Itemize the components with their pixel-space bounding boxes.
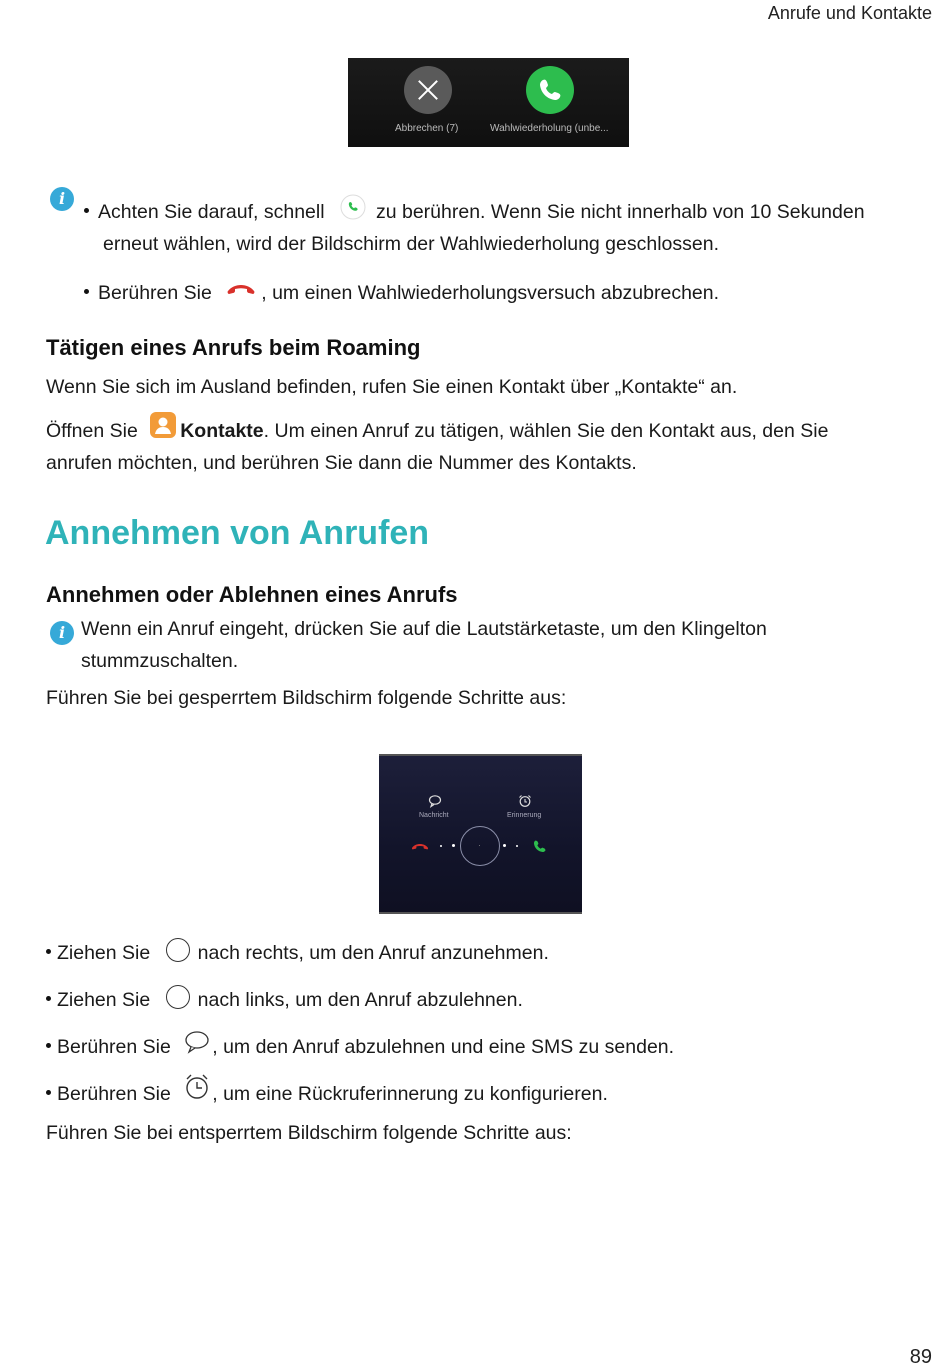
cancel-icon <box>404 66 452 114</box>
step-text: Ziehen Sie <box>57 942 151 964</box>
center-dot <box>479 845 480 846</box>
note-text: zu berühren. Wenn Sie nicht innerhalb von 10 Sekunden <box>375 201 865 223</box>
note-text: Berühren Sie <box>98 282 212 304</box>
decline-icon <box>409 841 431 853</box>
accept-icon <box>531 838 548 855</box>
bullet <box>84 289 89 294</box>
message-icon <box>184 1030 210 1054</box>
contacts-app-name: Kontakte <box>180 420 264 442</box>
slide-circle-icon <box>166 938 190 962</box>
step-text: nach links, um den Anruf abzulehnen. <box>197 989 523 1011</box>
unlocked-intro: Führen Sie bei entsperrtem Bildschirm folgende Schritte aus: <box>46 1122 572 1144</box>
roaming-instructions <box>46 415 828 447</box>
note-text: Achten Sie darauf, schnell <box>98 201 325 223</box>
roaming-heading: Tätigen eines Anrufs beim Roaming <box>46 335 421 360</box>
info-icon: i <box>50 621 74 645</box>
step-text: Ziehen Sie <box>57 989 151 1011</box>
instruction-text: . Um einen Anruf zu tätigen, wählen Sie den Kontakt aus, den Sie <box>263 420 829 442</box>
reminder-label: Erinnerung <box>507 812 542 819</box>
answer-heading: Annehmen oder Ablehnen eines Anrufs <box>46 582 458 607</box>
redial-note-1-line2: erneut wählen, wird der Bildschirm der Wahlwiederholung geschlossen. <box>103 233 720 255</box>
phone-icon <box>526 66 574 114</box>
bullet <box>46 1043 51 1048</box>
step-text: nach rechts, um den Anruf anzunehmen. <box>197 942 549 964</box>
incoming-call-screenshot <box>379 754 582 914</box>
redial-screenshot <box>348 58 629 147</box>
slide-dot <box>516 845 518 847</box>
alarm-icon <box>184 1073 210 1101</box>
running-header: Anrufe und Kontakte <box>767 3 932 23</box>
info-icon: i <box>50 187 74 211</box>
step-decline <box>46 984 523 1016</box>
step-text: , um eine Rückruferinnerung zu konfigurieren. <box>212 1083 608 1105</box>
roaming-instructions-line2: anrufen möchten, und berühren Sie dann die Nummer des Kontakts. <box>46 452 637 474</box>
redial-note-1 <box>84 196 865 228</box>
slide-dot <box>503 844 506 847</box>
tip-line-2: stummzuschalten. <box>81 650 239 672</box>
slide-dot <box>440 845 442 847</box>
step-text: Berühren Sie <box>57 1083 171 1105</box>
locked-intro: Führen Sie bei gesperrtem Bildschirm folgende Schritte aus: <box>46 687 567 709</box>
message-label: Nachricht <box>419 812 449 819</box>
bullet <box>46 1090 51 1095</box>
slide-circle-icon <box>166 985 190 1009</box>
step-text: , um den Anruf abzulehnen und eine SMS zu senden. <box>212 1036 675 1058</box>
step-answer <box>46 937 549 969</box>
note-text: , um einen Wahlwiederholungsversuch abzubrechen. <box>261 282 720 304</box>
redial-phone-icon <box>340 194 366 220</box>
roaming-paragraph: Wenn Sie sich im Ausland befinden, rufen Sie einen Kontakt über „Kontakte“ an. <box>46 376 738 398</box>
cancel-label: Abbrechen (7) <box>395 123 459 134</box>
instruction-text: Öffnen Sie <box>46 420 138 442</box>
redial-label: Wahlwiederholung (unbe... <box>490 123 609 134</box>
step-sms <box>46 1031 674 1063</box>
bullet <box>84 208 89 213</box>
message-icon <box>428 794 442 808</box>
page-number: 89 <box>909 1346 932 1368</box>
slide-dot <box>452 844 455 847</box>
section-title: Annehmen von Anrufen <box>45 514 430 552</box>
bullet <box>46 949 51 954</box>
alarm-icon <box>518 794 532 808</box>
redial-note-2 <box>84 277 719 309</box>
step-text: Berühren Sie <box>57 1036 171 1058</box>
step-reminder <box>46 1078 608 1110</box>
end-call-icon <box>225 278 257 298</box>
tip-line-1: Wenn ein Anruf eingeht, drücken Sie auf die Lautstärketaste, um den Klingelton <box>81 618 767 640</box>
contacts-app-icon <box>149 411 177 439</box>
bullet <box>46 996 51 1001</box>
slide-handle <box>460 826 500 866</box>
